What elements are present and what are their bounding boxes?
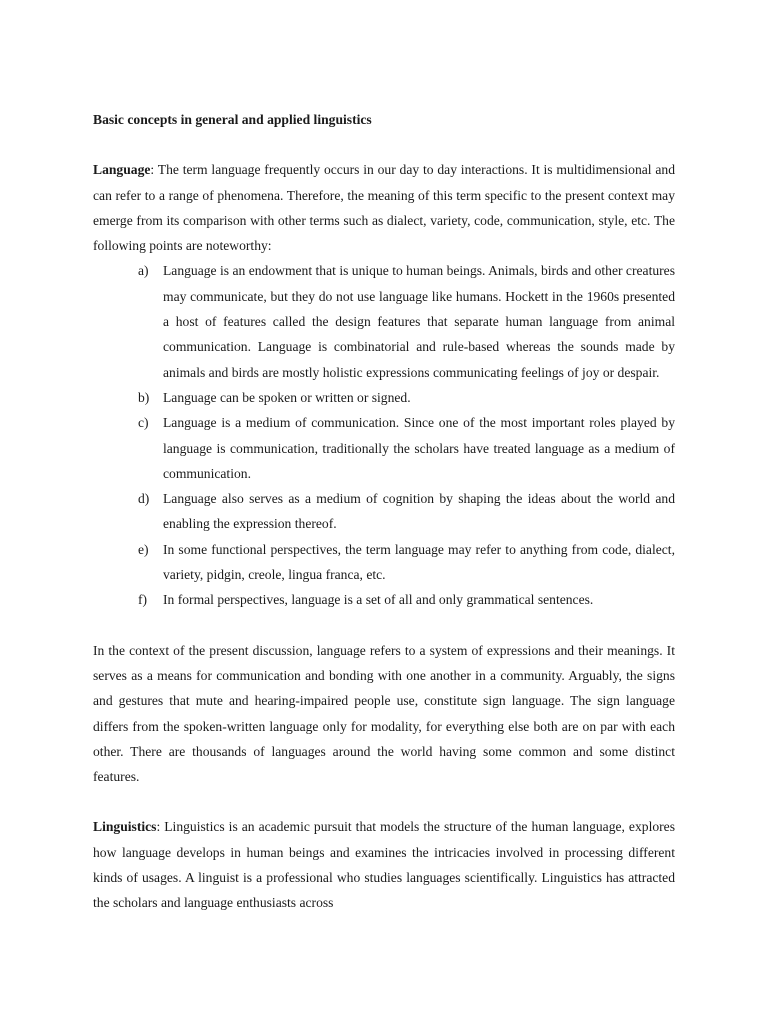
linguistics-paragraph <box>93 814 675 915</box>
list-item-text: In formal perspectives, language is a set of all and only grammatical sentences. <box>163 592 594 608</box>
language-points-list <box>93 258 675 612</box>
linguistics-term: Linguistics <box>93 819 157 835</box>
linguistics-text: : Linguistics is an academic pursuit that models the structure of the human language, explores how language develops in human beings and examines the intricacies involved in processing different kinds of usages. A linguist is a professional who studies languages scientifically. Linguistics has attracted the scholars and language enthusiasts across <box>93 819 675 911</box>
document-body <box>93 107 675 916</box>
list-item-text: Language can be spoken or written or signed. <box>163 389 411 405</box>
list-marker: c) <box>138 415 149 431</box>
list-item-text: In some functional perspectives, the term language may refer to anything from code, dialect, variety, pidgin, creole, lingua franca, etc. <box>163 541 675 583</box>
list-item <box>138 385 675 410</box>
language-context-paragraph: In the context of the present discussion, language refers to a system of expressions and their meanings. It serves as a means for communication and bonding with one another in a community. Arguably, the signs and gestures that mute and hearing-impaired people use, constitute sign language. The sign language differs from the spoken-written language only for modality, for everything else both are on par with each other. There are thousands of languages around the world having some common and some distinct features. <box>93 642 675 785</box>
list-item <box>138 587 675 612</box>
list-marker: a) <box>138 263 149 279</box>
list-item <box>138 410 675 486</box>
list-item <box>138 537 675 588</box>
list-item <box>138 486 675 537</box>
document-title: Basic concepts in general and applied linguistics <box>93 112 372 127</box>
list-marker: f) <box>138 592 148 608</box>
language-intro-text: : The term language frequently occurs in our day to day interactions. It is multidimensional and can refer to a range of phenomena. Therefore, the meaning of this term specific to the present context may emerge from its comparison with other terms such as dialect, variety, code, communication, style, etc. The following points are noteworthy: <box>93 162 675 254</box>
list-marker: b) <box>138 389 150 405</box>
list-item <box>138 258 675 384</box>
list-item-text: Language is a medium of communication. Since one of the most important roles played by language is communication, traditionally the scholars have treated language as a medium of communication. <box>163 415 675 481</box>
list-item-text: Language is an endowment that is unique to human beings. Animals, birds and other creatures may communicate, but they do not use language like humans. Hockett in the 1960s presented a host of features called the design features that separate human language from animal communication. Language is combinatorial and rule-based whereas the sounds made by animals and birds are mostly holistic expressions communicating feelings of joy or despair. <box>163 263 675 380</box>
list-marker: d) <box>138 491 150 507</box>
language-term: Language <box>93 162 151 178</box>
list-item-text: Language also serves as a medium of cognition by shaping the ideas about the world and enabling the expression thereof. <box>163 491 675 532</box>
list-marker: e) <box>138 541 149 557</box>
language-intro-paragraph <box>93 157 675 258</box>
